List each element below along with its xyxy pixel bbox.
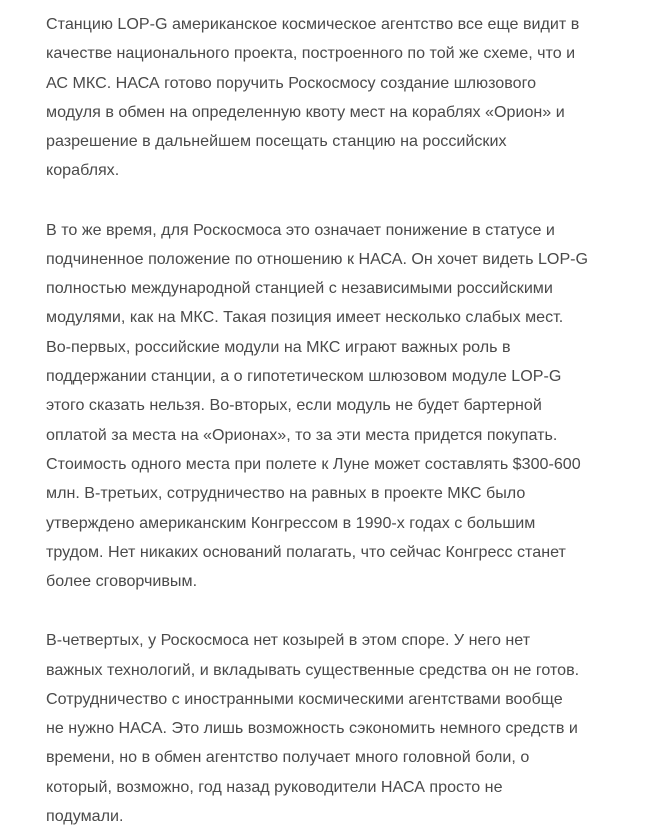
text-line: В то же время, для Роскосмоса это означает понижение в статусе и — [46, 220, 555, 239]
text-line: трудом. Нет никаких оснований полагать, что сейчас Конгресс станет — [46, 542, 566, 561]
text-line: оплатой за места на «Орионах», то за эти места придется покупать. — [46, 425, 558, 444]
article-body — [46, 10, 646, 831]
text-line: поддержании станции, а о гипотетическом шлюзовом модуле LOP-G — [46, 367, 562, 386]
text-line: разрешение в дальнейшем посещать станцию на российских — [46, 132, 507, 151]
text-line: В-четвертых, у Роскосмоса нет козырей в этом споре. У него нет — [46, 631, 531, 650]
text-line: времени, но в обмен агентство получает много головной боли, о — [46, 748, 530, 767]
text-line: АС МКС. НАСА готово поручить Роскосмосу создание шлюзового — [46, 73, 537, 92]
text-line: Сотрудничество с иностранными космическими агентствами вообще — [46, 689, 563, 708]
text-line: более сговорчивым. — [46, 572, 198, 591]
paragraph-1 — [46, 10, 646, 186]
text-line: качестве национального проекта, построенного по той же схеме, что и — [46, 44, 576, 63]
paragraph-2 — [46, 216, 646, 597]
text-line: млн. В-третьих, сотрудничество на равных в проекте МКС было — [46, 484, 526, 503]
text-line: кораблях. — [46, 161, 120, 180]
text-line: подумали. — [46, 807, 124, 826]
text-line: модулями, как на МКС. Такая позиция имеет несколько слабых мест. — [46, 308, 564, 327]
text-line: этого сказать нельзя. Во-вторых, если модуль не будет бартерной — [46, 396, 542, 415]
text-line: важных технологий, и вкладывать существенные средства он не готов. — [46, 660, 580, 679]
text-line: Станцию LOP-G американское космическое агентство все еще видит в — [46, 15, 580, 33]
text-line: подчиненное положение по отношению к НАСА. Он хочет видеть LOP-G — [46, 249, 589, 268]
text-line: который, возможно, год назад руководители НАСА просто не — [46, 777, 503, 796]
text-line: полностью международной станцией с независимыми российскими — [46, 279, 553, 298]
text-line: Стоимость одного места при полете к Луне может составлять $300-600 — [46, 454, 581, 473]
text-line: модуля в обмен на определенную квоту мест на кораблях «Орион» и — [46, 102, 565, 121]
paragraph-3 — [46, 626, 646, 831]
text-line: Во-первых, российские модули на МКС играют важных роль в — [46, 337, 511, 356]
text-line: утверждено американским Конгрессом в 1990-х годах с большим — [46, 513, 536, 532]
text-line: не нужно НАСА. Это лишь возможность сэкономить немного средств и — [46, 719, 578, 738]
